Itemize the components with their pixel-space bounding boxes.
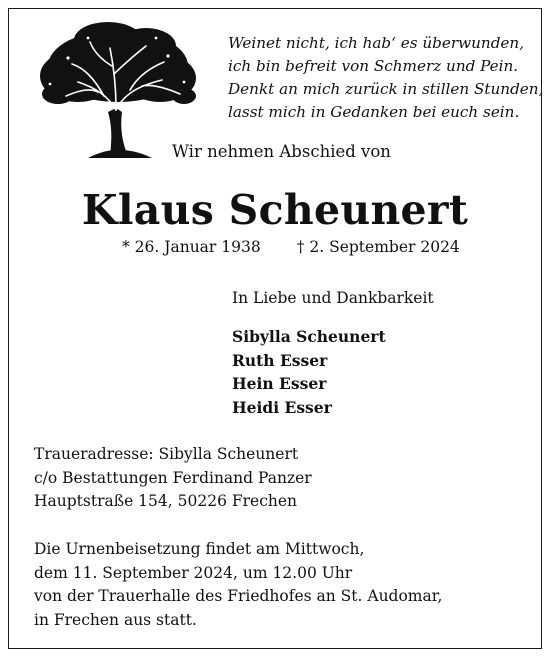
deceased-name: Klaus Scheunert (81, 186, 469, 234)
address-line: Hauptstraße 154, 50226 Frechen (34, 492, 298, 510)
life-dates (122, 238, 460, 256)
mourner-name: Sibylla Scheunert (232, 327, 386, 346)
mourner-name: Ruth Esser (232, 350, 328, 370)
funeral-line: in Frechen aus statt. (34, 610, 197, 629)
funeral-info (34, 538, 442, 632)
death-date: † 2. September 2024 (296, 238, 460, 256)
poem-line: Weinet nicht, ich hab‘ es überwunden, (228, 34, 525, 52)
address-line: Traueradresse: Sibylla Scheunert (34, 445, 299, 463)
tree-icon (38, 18, 198, 160)
poem-line: lasst mich in Gedanken bei euch sein. (228, 103, 520, 121)
poem-line: Denkt an mich zurück in stillen Stunden, (228, 80, 544, 98)
mourners-list (232, 325, 386, 419)
mourning-address (34, 443, 312, 514)
birth-date: * 26. Januar 1938 (122, 238, 261, 256)
address-line: c/o Bestattungen Ferdinand Panzer (34, 468, 312, 487)
mourner-name: Hein Esser (232, 374, 327, 393)
thanks-text: In Liebe und Dankbarkeit (232, 289, 434, 307)
funeral-line: dem 11. September 2024, um 12.00 Uhr (34, 563, 353, 582)
funeral-line: Die Urnenbeisetzung findet am Mittwoch, (34, 540, 365, 558)
intro-text: Wir nehmen Abschied von (172, 142, 391, 161)
poem-line: ich bin befreit von Schmerz und Pein. (228, 57, 519, 75)
funeral-line: von der Trauerhalle des Friedhofes an St. Audomar, (34, 587, 443, 605)
poem (228, 32, 543, 124)
mourner-name: Heidi Esser (232, 397, 332, 417)
